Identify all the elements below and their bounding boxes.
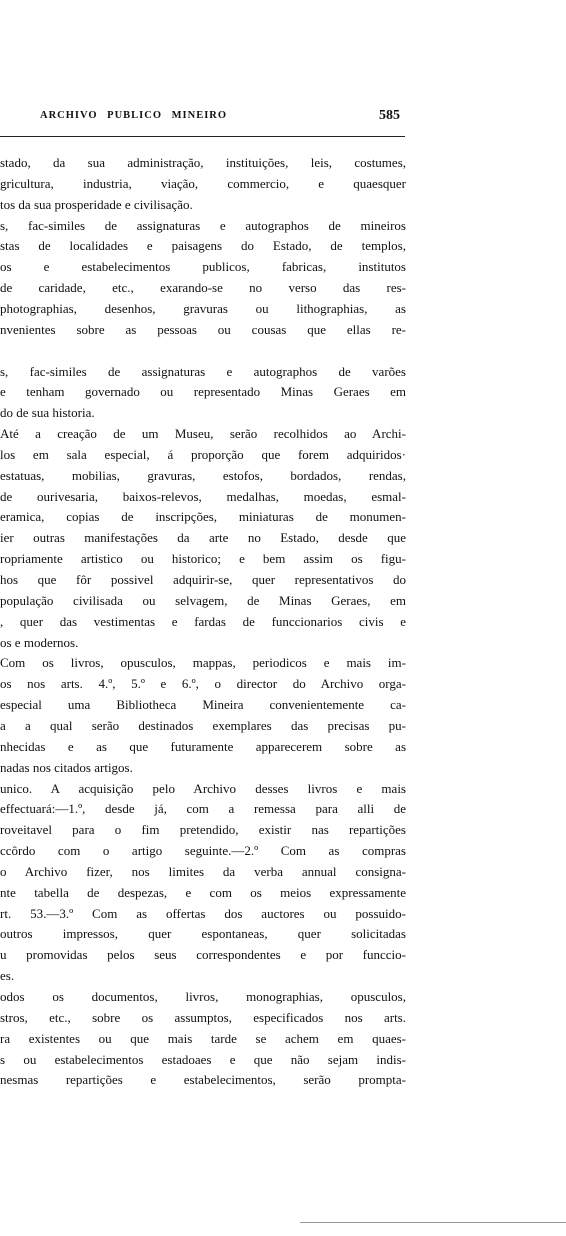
text-line: es. — [0, 968, 15, 984]
text-line: , quer das vestimentas e fardas de funccionarios civis e — [0, 613, 406, 629]
text-line: ra existentes ou que mais tarde se achem em quaes- — [0, 1030, 406, 1046]
text-line: hos que fôr possivel adquirir-se, quer representativos do — [0, 572, 406, 587]
text-line: unico. A acquisição pelo Archivo desses livros e mais — [0, 780, 406, 796]
text-line: stado, da sua administração, instituições, leis, costumes, — [0, 155, 406, 170]
text-line: ier outras manifestações da arte no Estado, desde que — [0, 530, 406, 546]
header-rule — [0, 136, 405, 137]
text-line: eramica, copias de inscripções, miniaturas de monumen- — [0, 509, 406, 525]
text-line: Até a creação de um Museu, serão recolhidos ao Archi- — [0, 426, 406, 442]
page-number: 585 — [379, 108, 400, 123]
text-line: nhecidas e as que futuramente apparecerem sobre as — [0, 738, 406, 754]
text-line: tos da sua prosperidade e civilisação. — [0, 196, 193, 212]
text-line: rt. 53.—3.º Com as offertas dos auctores ou possuido- — [0, 905, 406, 921]
text-line: s ou estabelecimentos estadoaes e que não sejam indis- — [0, 1051, 406, 1067]
running-header — [0, 110, 420, 130]
text-line: los em sala especial, á proporção que forem adquiridos· — [0, 446, 406, 462]
text-line: especial uma Bibliotheca Mineira convenientemente ca- — [0, 697, 406, 713]
text-line: stas de localidades e paisagens do Estado, de templos, — [0, 238, 406, 254]
text-line: de ourivesaria, baixos-relevos, medalhas, moedas, esmal- — [0, 488, 406, 504]
text-line: photographias, desenhos, gravuras ou lithographias, as — [0, 300, 406, 316]
text-line: de caridade, etc., exarando-se no verso das res- — [0, 280, 406, 296]
text-line: nadas nos citados artigos. — [0, 759, 133, 775]
text-line: stros, etc., sobre os assumptos, especificados nos arts. — [0, 1009, 406, 1025]
text-line: odos os documentos, livros, monographias, opusculos, — [0, 989, 406, 1004]
text-line: s, fac-similes de assignaturas e autographos de mineiros — [0, 217, 406, 233]
text-line: o Archivo fizer, nos limites da verba annual consigna- — [0, 863, 406, 879]
text-line: nvenientes sobre as pessoas ou cousas que ellas re- — [0, 321, 406, 337]
footer-rule — [300, 1222, 566, 1223]
text-line: gricultura, industria, viação, commercio, e quaesquer — [0, 175, 406, 191]
text-line: outros impressos, quer espontaneas, quer solicitadas — [0, 926, 406, 942]
text-line: a a qual serão destinados exemplares das precisas pu- — [0, 717, 406, 733]
running-title: ARCHIVO PUBLICO MINEIRO — [40, 110, 228, 121]
text-line: roveitavel para o fim pretendido, existir nas repartições — [0, 822, 406, 838]
text-line: os nos arts. 4.º, 5.º e 6.º, o director do Archivo orga- — [0, 676, 406, 692]
text-line: u promovidas pelos seus correspondentes e por funccio- — [0, 947, 406, 963]
text-line: nte tabella de despezas, e com os meios expressamente — [0, 884, 406, 900]
text-line: effectuará:—1.º, desde já, com a remessa para alli de — [0, 801, 406, 817]
text-line: os e modernos. — [0, 634, 79, 650]
text-line: os e estabelecimentos publicos, fabricas, institutos — [0, 259, 406, 275]
text-line: Com os livros, opusculos, mappas, periodicos e mais im- — [0, 655, 406, 671]
text-line: estatuas, mobilias, gravuras, estofos, bordados, rendas, — [0, 467, 406, 483]
text-line: ccôrdo com o artigo seguinte.—2.º Com as compras — [0, 843, 406, 859]
text-line: s, fac-similes de assignaturas e autographos de varões — [0, 363, 406, 379]
text-line: do de sua historia. — [0, 405, 95, 421]
text-line: população civilisada ou selvagem, de Minas Geraes, em — [0, 592, 406, 608]
text-line: ropriamente artistico ou historico; e bem assim os figu- — [0, 551, 406, 567]
text-line: nesmas repartições e estabelecimentos, serão prompta- — [0, 1072, 406, 1088]
text-line — [0, 342, 406, 360]
text-line: e tenham governado ou representado Minas Geraes em — [0, 384, 406, 400]
